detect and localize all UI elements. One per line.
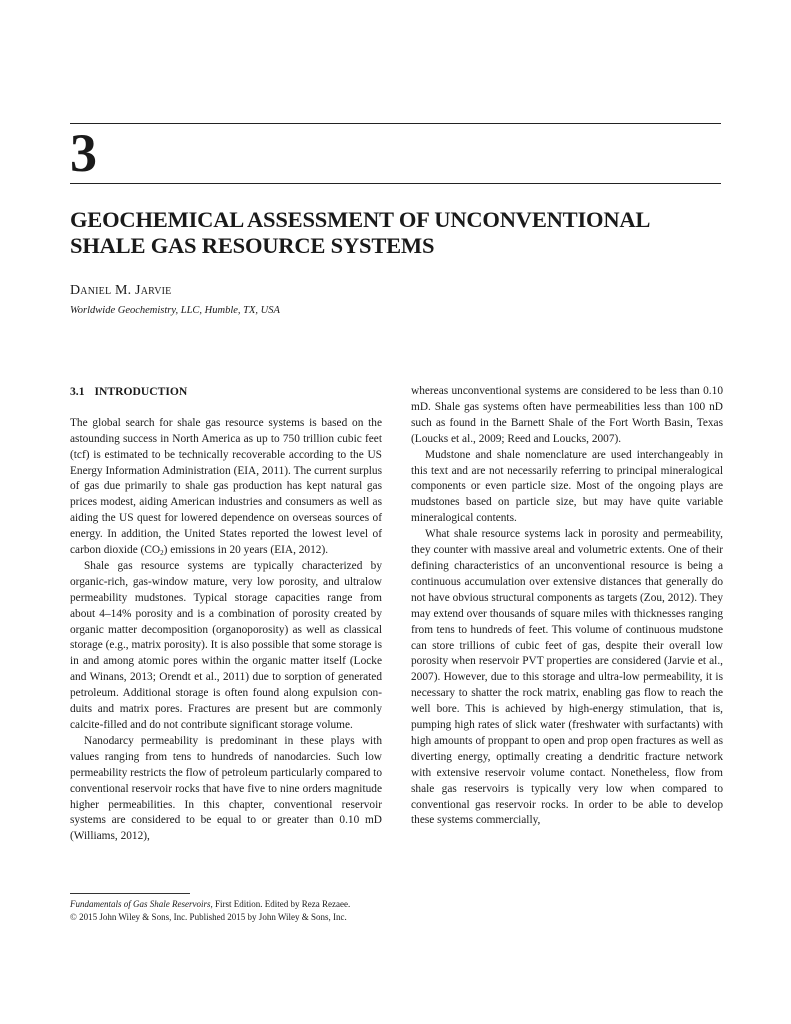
book-title: Fundamentals of Gas Shale Reservoirs [70,899,211,909]
paragraph: What shale resource systems lack in porosity and permeability, they counter with massive areal and volumetric extents. One of their defining characteristics of an unconventional resource is being a continuous accumulation over extensive distances that generally do not have obvious structural components as targets (Zou, 2012). They may extend over thousands of square miles with thicknesses ranging from tens to hundreds of feet. This volume of continuous mudstone can store trillions of cubic feet of gas, despite their overall low porosity when reservoir PVT properties are considered (Jarvie et al., 2007). However, due to this storage and ultra-low permeability, it is necessary to shatter the rock matrix, enabling gas flow to reach the well bore. This is achieved by high-energy stimulation, that is, pumping high rates of slick water (freshwater with surfactants) with high amounts of proppant to open and prop open fractures as well as diverting energy, optimally creating a dendritic fracture network with extensive reservoir volume contact. Nonetheless, flow from shale gas reservoirs is typically very low when compared to conventional gas reservoir rocks. In order to be able to develop these systems commercially, [411,528,723,827]
paragraph: Mudstone and shale nomenclature are used interchangeably in this text and are not necessarily referring to principal mineralogical components or even particle size. Most of the ongoing plays are mudstones based on particle size, but may have quite variable mineralogical contents. [411,448,723,525]
author-affiliation: Worldwide Geochemistry, LLC, Humble, TX, USA [70,305,280,316]
section-number: 3.1 [70,385,85,398]
section-title: INTRODUCTION [94,385,188,398]
section-heading [70,384,382,400]
chapter-title-line-2: SHALE GAS RESOURCE SYSTEMS [70,233,435,258]
paragraph: whereas unconventional systems are considered to be less than 0.10 mD. Shale gas systems often have permeabilities less than 100 nD such as found in the Barnett Shale of the Fort Worth Basin, Texas (Loucks et al., 2009; Reed and Loucks, 2007). [411,385,723,445]
author-name: Daniel M. Jarvie [70,283,172,298]
copyright-notice: © 2015 John Wiley & Sons, Inc. Published 2015 by John Wiley & Sons, Inc. [70,911,347,922]
chapter-title-line-1: GEOCHEMICAL ASSESSMENT OF UNCONVENTIONAL [70,207,651,232]
top-rule [70,123,721,124]
paragraph: Shale gas resource systems are typically characterized by organic-rich, gas-window mature, very low porosity, and ultralow permeability mudstones. Typical storage capacities range from about 4–14% porosity and is a combination of porosity created by organic matter decomposition (organoporosity) as well as classical storage (e.g., matrix porosity). It is also possible that some storage is in and among atomic pores within the organic matter itself (Locke and Winans, 2013; Orendt et al., 2011) due to sorption of generated petroleum. Additional storage is often found along expulsion conduits and matrix pores. Fractures are present but are commonly calcite-filled and do not contribute significant storage volume. [70,559,382,732]
left-column [70,384,382,845]
bottom-rule [70,183,721,184]
footnote-citation: Fundamentals of Gas Shale Reservoirs, First Edition. Edited by Reza Rezaee. [70,899,351,909]
chapter-number: 3 [70,123,97,183]
paragraph: Nanodarcy permeability is predominant in these plays with values ranging from tens to hundreds of nanodarcies. Such low permeability restricts the flow of petroleum particularly compared to conventional reservoir rocks that have five to nine orders magnitude higher permeabilities. In this chapter, conventional reservoir systems are considered to be equal to or greater than 0.10 mD (Williams, 2012), [70,734,382,843]
right-column [411,384,723,829]
footnote [70,898,400,923]
chapter-title [70,207,721,259]
paragraph: The global search for shale gas resource systems is based on the astounding success in North America as up to 750 trillion cubic feet (tcf) is estimated to be technically recoverable according to the US Energy Information Administration (EIA, 2011). The current surplus of gas due primarily to shale gas production has kept natural gas prices modest, aiding American industries and consumers as well as aiding the US quest for lowered dependence on overseas sources of energy. In addition, the United States reported the lowest level of carbon dioxide $(CO_2)$ emissions in 20 years (EIA, 2012). [70,416,382,558]
footnote-rule [70,893,190,894]
